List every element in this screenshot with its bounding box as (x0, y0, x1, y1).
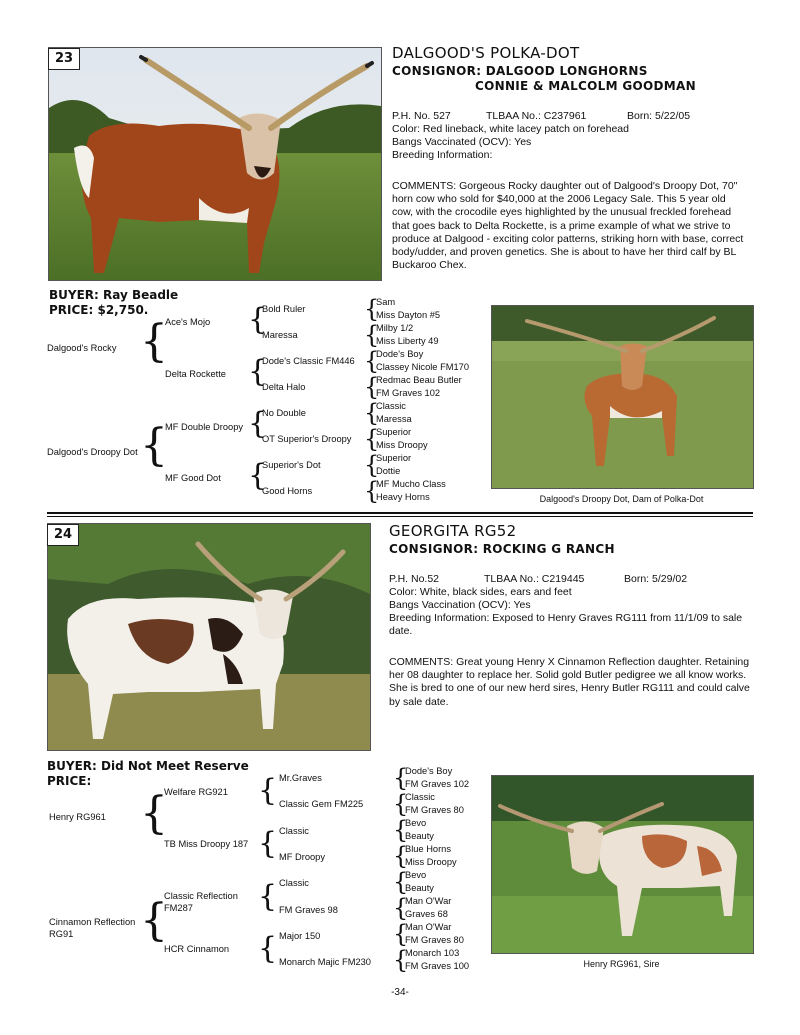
lot23-ped-g4-2: Milby 1/2 (376, 323, 414, 333)
lot24-main-photo (47, 523, 371, 751)
lot23-ped-g4-5: Classey Nicole FM170 (376, 362, 470, 372)
lot23-name: DALGOOD'S POLKA-DOT (392, 44, 580, 62)
lot23-number-box: 23 (48, 48, 80, 70)
lot24-born: Born: 5/29/02 (624, 573, 688, 585)
lot23-ped-g4-14: MF Mucho Class (376, 479, 446, 489)
lot23-ped-g2-0: Ace's Mojo (165, 317, 211, 327)
lot23-ped-g3-1: Maressa (262, 330, 298, 340)
lot23-main-photo (48, 47, 382, 281)
lot23-ped-g3-4: No Double (262, 408, 306, 418)
page-number: -34- (391, 987, 409, 998)
lot23-color: Color: Red lineback, white lacey patch on forehead (392, 123, 629, 135)
lot24-tlbaa: TLBAA No.: C219445 (484, 573, 585, 585)
lot24-ped-g4-6: Blue Horns (405, 844, 451, 854)
lot24-brace-g3-2: { (393, 816, 409, 844)
lot24-ped-g2-0: Welfare RG921 (164, 787, 228, 797)
lot24-price: PRICE: (47, 774, 92, 788)
lot24-ped-g4-3: FM Graves 80 (405, 805, 464, 815)
lot24-ped-sire: Henry RG961 (49, 812, 106, 822)
lot24-brace-g2-1: { (258, 826, 278, 861)
lot24-brace-g3-4: { (393, 868, 409, 896)
lot23-ped-g3-5: OT Superior's Droopy (262, 434, 352, 444)
lot23-brace-g2-2: { (248, 406, 268, 441)
lot23-born: Born: 5/22/05 (627, 110, 691, 122)
lot23-ped-g4-11: Miss Droopy (376, 440, 428, 450)
lot23-breeding: Breeding Information: (392, 149, 493, 161)
lot23-bangs: Bangs Vaccinated (OCV): Yes (392, 136, 532, 148)
lot24-comments: COMMENTS: Great young Henry X Cinnamon Reflection daughter. Retaining her 08 daughter to replace her. Solid gold Butler pedigree we all know works. She is bred to one of our new herd sires, Henry Butler RG111 and could calve by sale date. (389, 656, 750, 708)
lot24-brace-g3-6: { (393, 920, 409, 948)
lot24-ped-g4-0: Dode's Boy (405, 766, 453, 776)
lot24-breeding: Breeding Information: Exposed to Henry Graves RG111 from 11/1/09 to sale date. (389, 612, 743, 638)
lot24-ped-g4-5: Beauty (405, 831, 434, 841)
lot24-brace-g2-0: { (258, 773, 278, 808)
lot24-bangs: Bangs Vaccination (OCV): Yes (389, 599, 531, 611)
lot23-ped-g4-13: Dottie (376, 466, 401, 476)
lot24-ped-g3-6: Major 150 (279, 931, 321, 941)
lot24-brace-g2-2: { (258, 879, 278, 914)
lot23-brace-g3-1: { (364, 321, 380, 349)
lot24-ped-g4-7: Miss Droopy (405, 857, 457, 867)
lot24-ped-g3-4: Classic (279, 878, 309, 888)
lot23-brace-dam: { (140, 420, 168, 471)
lot24-ped-g2-2: Classic Reflection (164, 891, 238, 901)
lot23-ped-g4-0: Sam (376, 297, 396, 307)
lot23-brace-g3-7: { (364, 477, 380, 505)
lot24-ped-g4-14: Monarch 103 (405, 948, 460, 958)
lot23-ped-g4-8: Classic (376, 401, 406, 411)
lot23-ped-g4-10: Superior (376, 427, 412, 437)
lot24-brace-dam: { (140, 895, 168, 946)
lot23-consignor: CONSIGNOR: DALGOOD LONGHORNS (392, 64, 648, 78)
lot24-ped-g3-2: Classic (279, 826, 309, 836)
lot24-ph-no: P.H. No.52 (389, 573, 440, 585)
lot23-brace-g3-6: { (364, 451, 380, 479)
lot23-dam-caption: Dalgood's Droopy Dot, Dam of Polka-Dot (539, 494, 704, 504)
lot23-ped-g3-3: Delta Halo (262, 382, 306, 392)
lot23-ped-g3-2: Dode's Classic FM446 (262, 356, 355, 366)
lot24-ped-g4-13: FM Graves 80 (405, 935, 464, 945)
lot23-ped-g3-0: Bold Ruler (262, 304, 306, 314)
section-divider-thick (47, 512, 753, 514)
lot23-brace-g3-5: { (364, 425, 380, 453)
lot24-ped-dam-line1: Cinnamon Reflection (49, 917, 136, 927)
lot24-ped-g3-7: Monarch Majic FM230 (279, 957, 371, 967)
lot24-brace-g3-1: { (393, 790, 409, 818)
lot23-buyer: BUYER: Ray Beadle (49, 288, 179, 302)
lot24-ped-g4-2: Classic (405, 792, 435, 802)
lot23-price: PRICE: $2,750. (49, 303, 149, 317)
lot23-brace-g2-3: { (248, 458, 268, 493)
lot24-brace-g3-7: { (393, 946, 409, 974)
lot23-ped-g4-15: Heavy Horns (376, 492, 430, 502)
lot23-ped-sire: Dalgood's Rocky (47, 343, 117, 353)
lot24-ped-g4-10: Man O'War (405, 896, 452, 906)
lot23-ped-g4-9: Maressa (376, 414, 412, 424)
lot24-ped-g4-9: Beauty (405, 883, 434, 893)
lot24-ped-g3-5: FM Graves 98 (279, 905, 338, 915)
lot23-ped-g2-2: MF Double Droopy (165, 422, 244, 432)
lot24-buyer: BUYER: Did Not Meet Reserve (47, 759, 249, 773)
lot23-ped-g2-3: MF Good Dot (165, 473, 221, 483)
lot24-consignor: CONSIGNOR: ROCKING G RANCH (389, 542, 615, 556)
lot24-brace-g3-5: { (393, 894, 409, 922)
lot23-brace-sire: { (140, 316, 168, 367)
lot24-ped-g3-1: Classic Gem FM225 (279, 799, 364, 809)
lot23-comments: COMMENTS: Gorgeous Rocky daughter out of Dalgood's Droopy Dot, 70" horn cow who sold for $40,000 at the 2006 Legacy Sale. This 5 year old cow, with the crocodile eyes highlighted by the unusual freckled forehead that goes back to Delta Rockette, is a prime example of what we strive to produce at Dalgood - exciting color patterns, striking horn with base, correct body/udder, and proven genetics. She is about to have her third calf by BL Buckaroo Chex. (392, 180, 744, 272)
lot24-color: Color: White, black sides, ears and feet (389, 586, 572, 598)
lot24-ped-g3-3: MF Droopy (279, 852, 325, 862)
lot23-ped-g3-6: Superior's Dot (262, 460, 321, 470)
lot24-ped-g4-12: Man O'War (405, 922, 452, 932)
lot24-ped-g2-1: TB Miss Droopy 187 (164, 839, 249, 849)
lot23-ph-no: P.H. No. 527 (392, 110, 451, 122)
lot24-ped-g4-4: Bevo (405, 818, 427, 828)
lot24-brace-g3-3: { (393, 842, 409, 870)
lot23-consignor-names: CONNIE & MALCOLM GOODMAN (475, 79, 696, 93)
lot24-ped-g3-0: Mr.Graves (279, 773, 322, 783)
section-divider-thin (47, 516, 753, 517)
lot23-ped-g2-1: Delta Rockette (165, 369, 226, 379)
lot23-ped-g3-7: Good Horns (262, 486, 313, 496)
lot23-brace-g2-1: { (248, 354, 268, 389)
lot23-ped-dam: Dalgood's Droopy Dot (47, 447, 138, 457)
lot24-ped-g4-15: FM Graves 100 (405, 961, 470, 971)
lot24-name: GEORGITA RG52 (389, 522, 517, 540)
lot24-ped-g2-3: FM287 (164, 903, 193, 913)
lot24-ped-dam-line2: RG91 (49, 929, 74, 939)
lot24-sire-photo (491, 775, 754, 954)
lot23-brace-g2-0: { (248, 302, 268, 337)
lot24-ped-g4-8: Bevo (405, 870, 427, 880)
lot24-sire-caption: Henry RG961, Sire (583, 959, 660, 969)
lot24-ped-g4-11: Graves 68 (405, 909, 448, 919)
lot24-number-box: 24 (47, 524, 79, 546)
lot23-ped-g4-12: Superior (376, 453, 412, 463)
lot23-brace-g3-4: { (364, 399, 380, 427)
lot23-ped-g4-1: Miss Dayton #5 (376, 310, 441, 320)
lot23-ped-g4-7: FM Graves 102 (376, 388, 441, 398)
lot24-ped-g2-4: HCR Cinnamon (164, 944, 230, 954)
lot23-brace-g3-2: { (364, 347, 380, 375)
lot23-brace-g3-3: { (364, 373, 380, 401)
lot23-ped-g4-6: Redmac Beau Butler (376, 375, 462, 385)
lot23-ped-g4-4: Dode's Boy (376, 349, 424, 359)
lot23-dam-photo (491, 305, 754, 489)
lot24-brace-g2-3: { (258, 931, 278, 966)
lot24-brace-sire: { (140, 788, 168, 839)
lot23-brace-g3-0: { (364, 295, 380, 323)
lot24-ped-g4-1: FM Graves 102 (405, 779, 470, 789)
lot23-ped-g4-3: Miss Liberty 49 (376, 336, 439, 346)
lot24-brace-g3-0: { (393, 764, 409, 792)
lot23-tlbaa: TLBAA No.: C237961 (486, 110, 587, 122)
